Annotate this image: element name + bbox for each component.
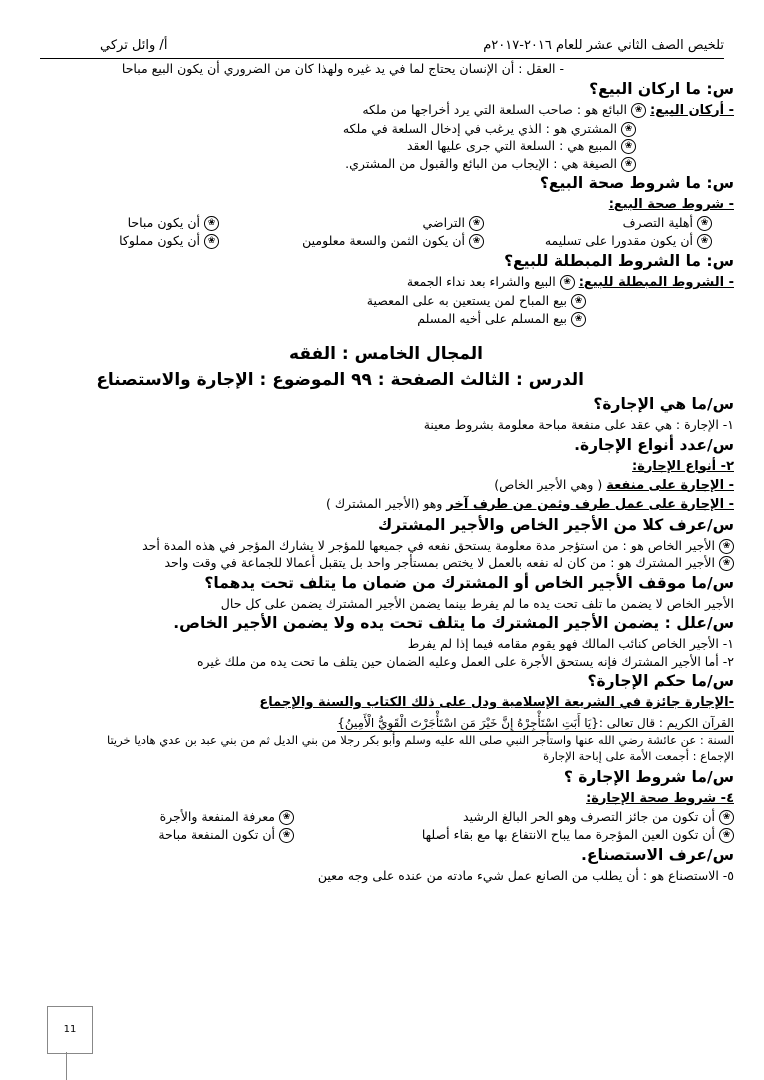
ijara-type-1-note: ( وهي الأجير الخاص) — [494, 476, 607, 492]
list-item — [219, 214, 484, 232]
ruling-heading: -الإجارة جائزة في الشريعة الإسلامية ودل على ذلك الكتاب والسنة والإجماع — [259, 695, 734, 710]
question-justify: س/علل : يضمن الأجير المشترك ما يتلف تحت يده ولا يضمن الأجير الخاص. — [173, 614, 734, 632]
flower-bullet-icon: ❀ — [631, 103, 646, 118]
list-item-text: معرفة المنفعة والأجرة — [159, 808, 275, 824]
list-item — [38, 554, 734, 572]
ijara-type-2-label: - الإجارة على عمل طرف وثمن من طرف آخر — [446, 496, 734, 512]
question-ijara-types: س/عدد أنواع الإجارة. — [574, 435, 734, 454]
question-ruling: س/ما حكم الإجارة؟ — [587, 672, 734, 690]
list-item — [294, 808, 734, 826]
flower-bullet-icon: ❀ — [469, 216, 484, 231]
section-title: المجال الخامس : الفقه — [289, 344, 483, 364]
flower-bullet-icon: ❀ — [719, 810, 734, 825]
ijara-type-2-note: وهو (الأجير المشترك ) — [326, 495, 447, 511]
list-item-text: بيع المسلم على أخيه المسلم — [417, 310, 567, 326]
quran-evidence: القرآن الكريم : قال تعالى :{يَا أَبَتِ اسْتَأْجِرْهُ إِنَّ خَيْرَ مَنِ اسْتَأْجَرْتَ الْقَوِيُّ الْأَمِينُ} — [337, 716, 734, 730]
answer-text: ٥- الاستصناع هو : أن يطلب من الصانع عمل شيء مادته من عنده على وجه معين — [317, 867, 734, 883]
ijara-conditions-row-1 — [38, 808, 734, 826]
footer-rule — [66, 1052, 67, 1080]
list-item — [294, 826, 734, 844]
question-sale-conditions: س: ما شروط صحة البيع؟ — [539, 174, 734, 192]
ijara-type-2 — [38, 495, 734, 514]
flower-bullet-icon: ❀ — [469, 234, 484, 249]
list-item — [38, 292, 734, 310]
list-item — [38, 137, 734, 155]
list-item — [38, 537, 734, 555]
flower-bullet-icon: ❀ — [621, 139, 636, 154]
flower-bullet-icon: ❀ — [279, 828, 294, 843]
list-item-text: أن تكون من جائز التصرف وهو الحر البالغ الرشيد — [463, 808, 715, 824]
flower-bullet-icon: ❀ — [621, 157, 636, 172]
list-item-text: الأجير المشترك هو : من كان له نفعه بالعمل لا يختص بمستأجر واحد بل يتقبل أعمالا للجماعة في وقت واحد — [164, 555, 715, 570]
list-item — [38, 155, 734, 173]
list-item — [484, 232, 734, 250]
flower-bullet-icon: ❀ — [719, 556, 734, 571]
list-item-text: الأجير الخاص هو : من استؤجر مدة معلومة يستحق نفعه في جميعها للمؤجر لا يشارك المؤجر في هذه المدة أحد — [142, 537, 715, 553]
list-item-text: أن يكون الثمن والسعة معلومين — [302, 233, 465, 248]
ijara-type-1-label: - الإجارة على منفعة — [606, 477, 734, 493]
question-istisna: س/عرف الاستصناع. — [580, 845, 734, 864]
flower-bullet-icon: ❀ — [204, 234, 219, 249]
list-item — [219, 232, 484, 250]
flower-bullet-icon: ❀ — [697, 216, 712, 231]
question-invalidating-conditions: س: ما الشروط المبطلة للبيع؟ — [504, 252, 734, 270]
ijara-type-1 — [38, 476, 734, 495]
ijma-evidence: الإجماع : أجمعت الأمة على إباحة الإجارة — [543, 749, 734, 763]
page-content — [38, 60, 734, 884]
list-item — [484, 214, 734, 232]
header-title: تلخيص الصف الثاني عشر للعام ٢٠١٦-٢٠١٧م — [483, 38, 724, 53]
list-item-text: المشتري هو : الذي يرغب في إدخال السلعة في ملكه — [342, 120, 617, 136]
list-item — [38, 826, 294, 844]
flower-bullet-icon: ❀ — [571, 312, 586, 327]
list-item-text: بيع المباح لمن يستعين به على المعصية — [366, 293, 567, 308]
lesson-title: الدرس : الثالث الصفحة : ٩٩ الموضوع : الإجارة والاستصناع — [96, 370, 584, 390]
page-header — [40, 38, 724, 59]
list-item-text: أن تكون المنفعة مباحة — [158, 826, 275, 842]
sale-conditions-row-1 — [38, 214, 734, 232]
flower-bullet-icon: ❀ — [204, 216, 219, 231]
sale-conditions-row-2 — [38, 232, 734, 250]
intro-line: - العقل : أن الإنسان يحتاج لما في يد غيره ولهذا كان من الضروري أن يكون البيع مباحا — [121, 61, 564, 76]
list-item — [38, 232, 219, 250]
flower-bullet-icon: ❀ — [621, 122, 636, 137]
list-item-text: أن يكون مملوكا — [119, 233, 200, 248]
flower-bullet-icon: ❀ — [279, 810, 294, 825]
ijara-conditions-heading: ٤- شروط صحة الإجارة: — [586, 790, 734, 806]
question-sale-pillars: س: ما اركان البيع؟ — [589, 79, 734, 98]
sale-pillars-heading: - أركان البيع: — [650, 102, 734, 118]
flower-bullet-icon: ❀ — [719, 539, 734, 554]
sunna-evidence: السنة : عن عائشة رضي الله عنها واستأجر النبي صلى الله عليه وسلم وأبو بكر رجلا من بني الديل ثم من بني عبد بن عدي هاديا خريتا — [106, 733, 734, 747]
question-what-is-ijara: س/ما هي الإجارة؟ — [593, 395, 734, 413]
header-author: أ/ وائل تركي — [100, 38, 168, 53]
flower-bullet-icon: ❀ — [719, 828, 734, 843]
list-item — [38, 214, 219, 232]
list-item-text: أن تكون العين المؤجرة مما يباح الانتفاع بها مع بقاء أصلها — [421, 826, 715, 842]
ijara-conditions-row-2 — [38, 826, 734, 844]
answer-line: ١- الأجير الخاص كنائب المالك فهو يقوم مقامه فيما إذا لم يفرط — [407, 636, 734, 651]
answer-line: ٢- أما الأجير المشترك فإنه يستحق الأجرة على العمل وعليه الضمان حين يتلف ما تحت يده من ملك غيره — [196, 653, 734, 669]
sale-conditions-heading: - شروط صحة البيع: — [608, 197, 734, 212]
list-item — [38, 310, 734, 328]
list-item: البائع هو : صاحب السلعة التي يرد أخراجها من ملكه — [362, 101, 628, 117]
sale-pillars-line-1 — [38, 101, 734, 120]
quran-evidence-row — [38, 712, 734, 732]
flower-bullet-icon: ❀ — [560, 275, 575, 290]
list-item-text: المبيع هي : السلعة التي جرى عليها العقد — [406, 138, 617, 153]
question-define-workers: س/عرف كلا من الأجير الخاص والأجير المشترك — [377, 515, 734, 534]
list-item-text: الصيغة هي : الإيجاب من البائع والقبول من المشتري. — [345, 155, 617, 171]
flower-bullet-icon: ❀ — [697, 234, 712, 249]
list-item-text: أهلية التصرف — [622, 215, 693, 230]
answer-text: ١- الإجارة : هي عقد على منفعة مباحة معلومة بشروط معينة — [423, 417, 734, 432]
page-number: 11 — [47, 1006, 93, 1054]
answer-text: الأجير الخاص لا يضمن ما تلف تحت يده ما لم يفرط بينما يضمن الأجير المشترك يضمن على كل حال — [220, 595, 734, 611]
list-item-text: أن يكون مباحا — [127, 215, 200, 230]
list-item — [38, 120, 734, 138]
question-ijara-conditions: س/ما شروط الإجارة ؟ — [563, 767, 734, 786]
list-item: البيع والشراء بعد نداء الجمعة — [406, 274, 556, 289]
list-item — [38, 808, 294, 826]
invalidating-line-1 — [38, 273, 734, 292]
flower-bullet-icon: ❀ — [571, 294, 586, 309]
invalidating-heading: - الشروط المبطلة للبيع: — [578, 275, 734, 290]
list-item-text: التراضي — [422, 215, 465, 230]
ijara-types-heading: ٢- أنواع الإجارة: — [632, 458, 734, 474]
question-liability: س/ما موقف الأجير الخاص أو المشترك من ضمان ما يتلف تحت يدهما؟ — [204, 573, 734, 592]
list-item-text: أن يكون مقدورا على تسليمه — [544, 233, 693, 248]
